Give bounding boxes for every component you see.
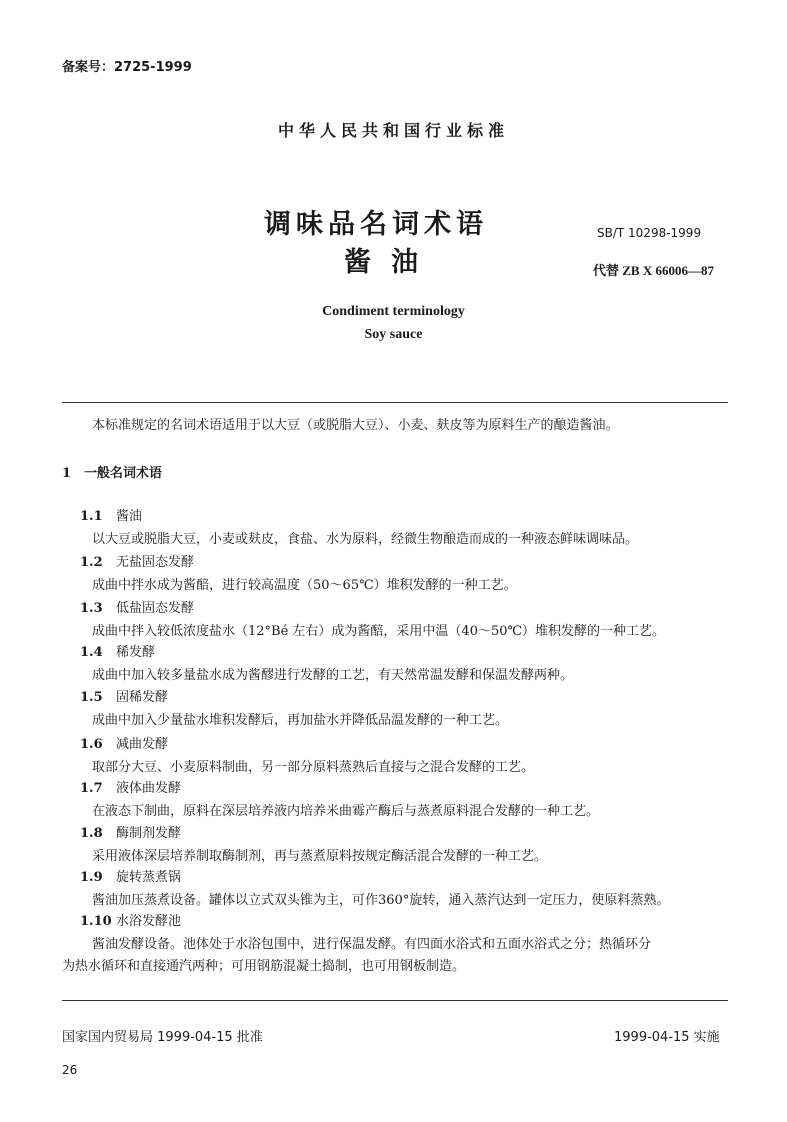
term-number: 1.4 — [80, 645, 103, 660]
term-heading — [80, 910, 181, 929]
term-number: 1.3 — [80, 601, 103, 616]
term-heading — [80, 551, 194, 570]
term-number: 1.8 — [80, 826, 103, 841]
bottom-divider — [62, 1000, 728, 1001]
english-title-1: Condiment terminology — [322, 304, 465, 319]
title-line-2: 酱油 — [344, 247, 438, 278]
term-name: 液体曲发酵 — [116, 781, 182, 796]
term-definition: 成曲中加入少量盐水堆积发酵后，再加盐水并降低品温发酵的一种工艺。 — [92, 713, 509, 728]
term-definition: 为热水循环和直接通汽两种；可用钢筋混凝土捣制，也可用钢板制造。 — [62, 959, 466, 974]
section-title: 一般名词术语 — [84, 466, 163, 481]
term-definition: 在液态下制曲，原料在深层培养液内培养米曲霉产酶后与蒸煮原料混合发酵的一种工艺。 — [92, 804, 600, 819]
term-number: 1.9 — [80, 870, 103, 885]
effective-line: 1999-04-15 实施 — [614, 1030, 720, 1045]
term-name: 水浴发酵池 — [116, 914, 182, 929]
scope-paragraph: 本标准规定的名词术语适用于以大豆（或脱脂大豆）、小麦、麸皮等为原料生产的酿造酱油。 — [92, 418, 619, 433]
term-definition: 以大豆或脱脂大豆，小麦或麸皮，食盐、水为原料，经微生物酿造而成的一种液态鲜味调味品。 — [92, 532, 639, 547]
english-title-2: Soy sauce — [364, 327, 423, 342]
page-number: 26 — [62, 1063, 78, 1077]
filing-number: 备案号：2725-1999 — [62, 60, 192, 75]
term-name: 减曲发酵 — [116, 737, 169, 752]
issuer-heading: 中华人民共和国行业标准 — [277, 121, 509, 140]
term-definition: 成曲中拌入较低浓度盐水（12°Bé 左右）成为酱醅，采用中温（40～50℃）堆积发酵的一种工艺。 — [92, 624, 666, 639]
standard-number: SB/T 10298-1999 — [597, 226, 702, 240]
top-divider — [62, 402, 728, 403]
term-number: 1.5 — [80, 690, 103, 705]
term-number: 1.10 — [80, 914, 112, 929]
term-heading — [80, 641, 155, 660]
term-number: 1.7 — [80, 781, 103, 796]
term-name: 低盐固态发酵 — [116, 601, 195, 616]
term-number: 1.6 — [80, 737, 103, 752]
approval-line: 国家国内贸易局 1999-04-15 批准 — [62, 1030, 263, 1045]
term-definition: 成曲中加入较多量盐水成为酱醪进行发酵的工艺，有天然常温发酵和保温发酵两种。 — [92, 668, 574, 683]
term-number: 1.2 — [80, 555, 103, 570]
term-name: 无盐固态发酵 — [116, 555, 195, 570]
term-heading — [80, 822, 181, 841]
term-name: 稀发酵 — [116, 645, 156, 660]
section-number: 1 — [62, 466, 72, 481]
term-name: 酶制剂发酵 — [116, 826, 182, 841]
term-heading — [80, 597, 194, 616]
replaces-standard: 代替 ZB X 66006—87 — [593, 263, 714, 278]
term-heading — [80, 733, 168, 752]
term-number: 1.1 — [80, 509, 103, 524]
term-heading — [80, 866, 181, 885]
term-heading — [80, 505, 142, 524]
term-definition: 取部分大豆、小麦原料制曲，另一部分原料蒸熟后直接与之混合发酵的工艺。 — [92, 760, 535, 775]
section-heading — [62, 462, 162, 481]
term-definition: 酱油发酵设备。池体处于水浴包围中，进行保温发酵。有四面水浴式和五面水浴式之分；热循环分 — [92, 937, 652, 952]
title-line-1: 调味品名词术语 — [264, 209, 488, 240]
term-definition: 成曲中拌水成为酱醅，进行较高温度（50～65℃）堆积发酵的一种工艺。 — [92, 578, 517, 593]
term-heading — [80, 686, 168, 705]
term-definition: 采用液体深层培养制取酶制剂，再与蒸煮原料按规定酶活混合发酵的一种工艺。 — [92, 849, 548, 864]
term-name: 旋转蒸煮锅 — [116, 870, 182, 885]
term-name: 酱油 — [116, 509, 143, 524]
term-definition: 酱油加压蒸煮设备。罐体以立式双头锥为主，可作360°旋转，通入蒸汽达到一定压力，使原料蒸熟。 — [92, 893, 670, 908]
term-heading — [80, 777, 181, 796]
term-name: 固稀发酵 — [116, 690, 169, 705]
